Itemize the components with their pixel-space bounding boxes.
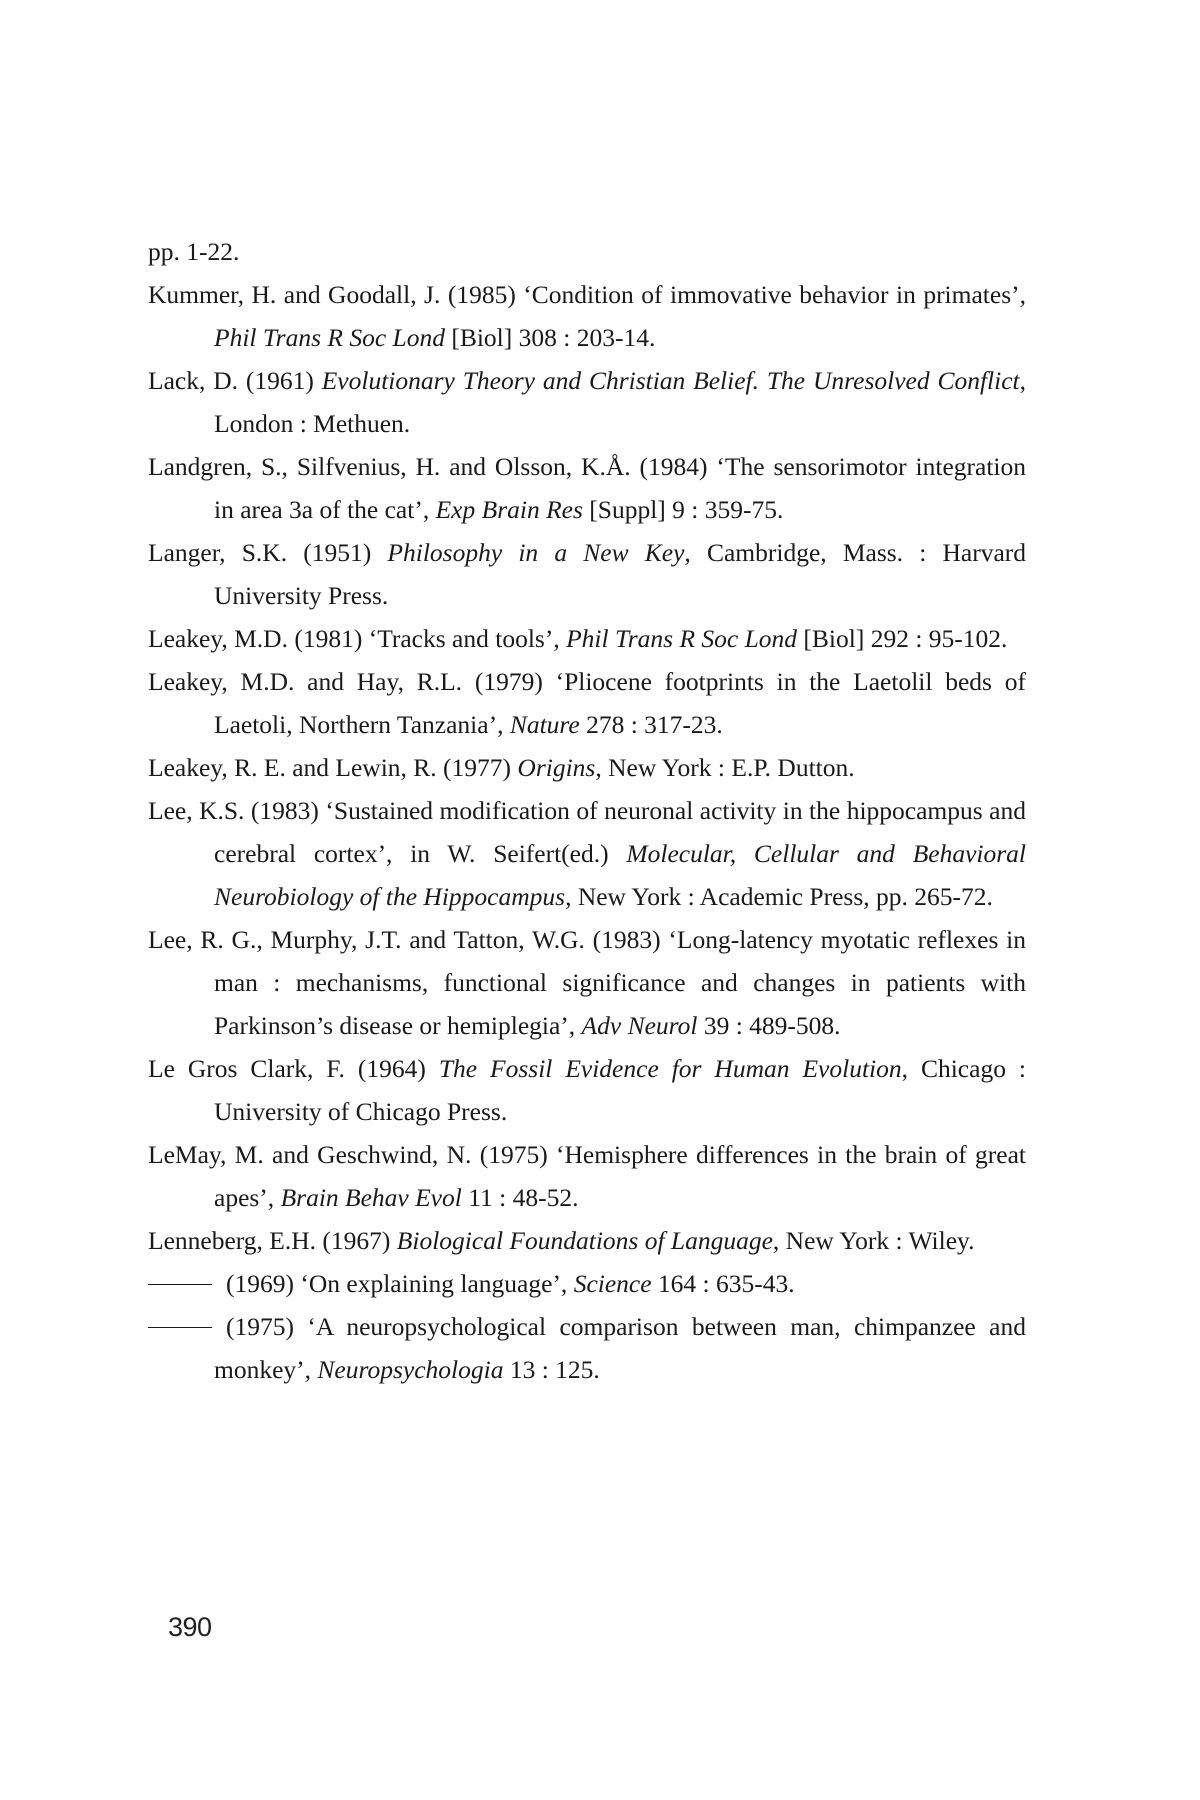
reference-title-italic: Adv Neurol: [581, 1011, 698, 1040]
reference-entry: [148, 746, 1026, 789]
reference-entry: [148, 660, 1026, 746]
reference-entry: [148, 273, 1026, 359]
page-number: 390: [168, 1612, 212, 1642]
reference-title-italic: Philosophy in a New Key: [387, 538, 685, 567]
reference-entry: [148, 918, 1026, 1047]
reference-entry: [148, 531, 1026, 617]
reference-entry: [148, 445, 1026, 531]
reference-text: LeMay, M. and Geschwind, N. (1975) ‘Hemisphere differences in the brain of great apes’,: [148, 1140, 1026, 1212]
reference-text: 164 : 635-43.: [651, 1269, 795, 1298]
reference-text: , New York : Wiley.: [772, 1226, 975, 1255]
reference-text: [Suppl] 9 : 359-75.: [582, 495, 784, 524]
reference-title-italic: Neuropsychologia: [317, 1355, 504, 1384]
reference-list: [148, 230, 1026, 1391]
reference-title-italic: Phil Trans R Soc Lond: [214, 323, 445, 352]
reference-text: pp. 1-22.: [148, 237, 240, 266]
reference-text: , London : Methuen.: [214, 366, 1026, 438]
reference-text: 278 : 317-23.: [579, 710, 723, 739]
reference-text: Leakey, R. E. and Lewin, R. (1977): [148, 753, 518, 782]
reference-text: Kummer, H. and Goodall, J. (1985) ‘Condition of immovative behavior in primates’,: [148, 280, 1026, 309]
reference-title-italic: Brain Behav Evol: [280, 1183, 462, 1212]
reference-entry: [148, 1133, 1026, 1219]
reference-text: , Cambridge, Mass. : Harvard University Press.: [214, 538, 1027, 610]
reference-text: Lack, D. (1961): [148, 366, 322, 395]
reference-text: , New York : E.P. Dutton.: [595, 753, 855, 782]
reference-entry: [148, 359, 1026, 445]
reference-entry: [148, 1262, 1026, 1305]
reference-text: Lee, R. G., Murphy, J.T. and Tatton, W.G. (1983) ‘Long-latency myotatic reflexes in man : mechanisms, functional significance and changes in patients with Parkinson’s disease or hemiplegia’,: [148, 925, 1026, 1040]
reference-text: Leakey, M.D. (1981) ‘Tracks and tools’,: [148, 624, 567, 653]
reference-text: , New York : Academic Press, pp. 265-72.: [565, 882, 993, 911]
reference-title-italic: Exp Brain Res: [435, 495, 583, 524]
reference-title-italic: Origins: [517, 753, 596, 782]
reference-title-italic: Molecular, Cellular and Behavioral Neurobiology of the Hippocampus: [214, 839, 1026, 911]
reference-title-italic: Science: [573, 1269, 652, 1298]
reference-title-italic: Nature: [509, 710, 580, 739]
reference-title-italic: Biological Foundations of Language: [396, 1226, 773, 1255]
reference-text: , Chicago : University of Chicago Press.: [214, 1054, 1026, 1126]
reference-text: Langer, S.K. (1951): [148, 538, 388, 567]
reference-title-italic: Evolutionary Theory and Christian Belief. The Unresolved Conflict: [321, 366, 1020, 395]
reference-text: Lee, K.S. (1983) ‘Sustained modification of neuronal activity in the hippocampus and cerebral cortex’, in W. Seifert(ed.): [148, 796, 1026, 868]
reference-title-italic: Phil Trans R Soc Lond: [566, 624, 798, 653]
reference-entry: [148, 1219, 1026, 1262]
reference-entry: [148, 1305, 1026, 1391]
reference-text: 39 : 489-508.: [697, 1011, 841, 1040]
reference-entry: [148, 617, 1026, 660]
reference-text: Leakey, M.D. and Hay, R.L. (1979) ‘Pliocene footprints in the Laetolil beds of Laetoli, Northern Tanzania’,: [148, 667, 1026, 739]
reference-text: 13 : 125.: [503, 1355, 600, 1384]
reference-text: (1969) ‘On explaining language’,: [226, 1269, 574, 1298]
reference-text: Le Gros Clark, F. (1964): [148, 1054, 439, 1083]
same-author-dash: [148, 1284, 212, 1285]
reference-entry: [148, 789, 1026, 918]
same-author-dash: [148, 1327, 212, 1328]
reference-entry: [148, 1047, 1026, 1133]
reference-title-italic: The Fossil Evidence for Human Evolution: [438, 1054, 902, 1083]
reference-text: Landgren, S., Silfvenius, H. and Olsson, K.Å. (1984) ‘The sensorimotor integration in area 3a of the cat’,: [148, 452, 1026, 524]
reference-text: Lenneberg, E.H. (1967): [148, 1226, 397, 1255]
reference-text: [Biol] 308 : 203-14.: [444, 323, 656, 352]
reference-text: (1975) ‘A neuropsychological comparison between man, chimpanzee and monkey’,: [214, 1312, 1026, 1384]
reference-text: [Biol] 292 : 95-102.: [797, 624, 1008, 653]
reference-entry: [148, 230, 1026, 273]
reference-text: 11 : 48-52.: [461, 1183, 579, 1212]
